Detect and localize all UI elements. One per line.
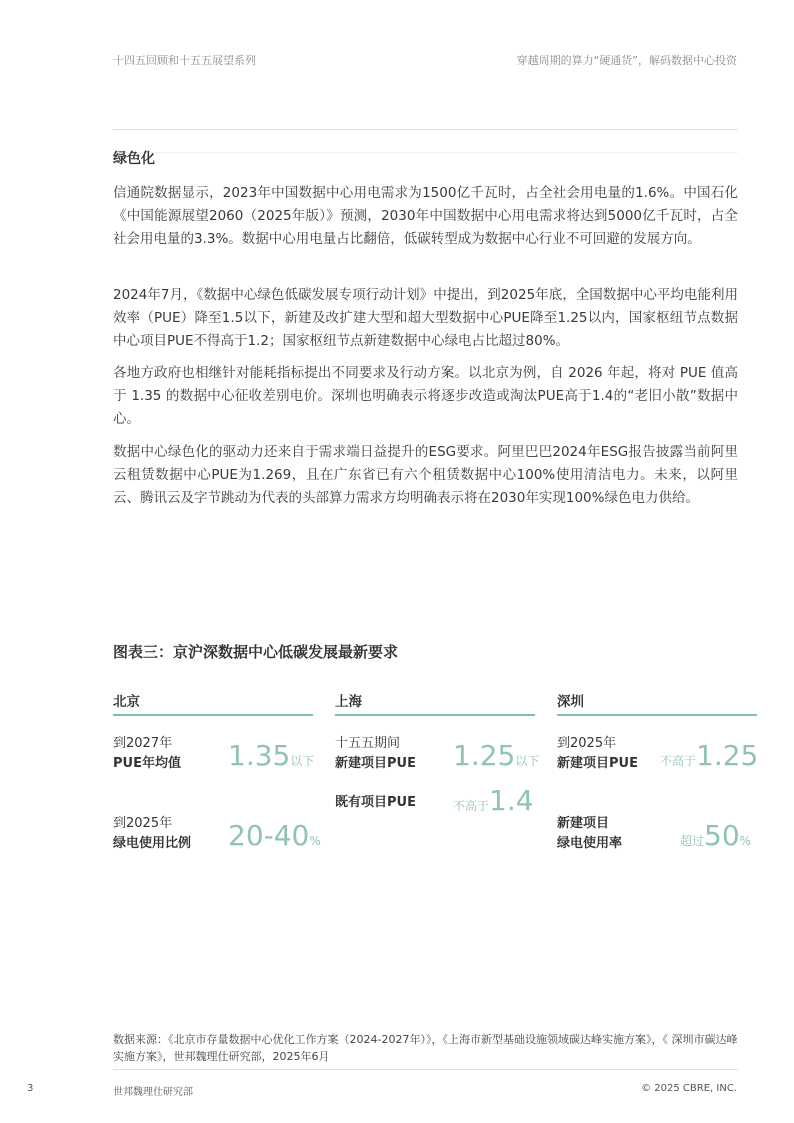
metric-prefix: 不高于 (660, 754, 697, 768)
metric-label-line: 新建项目 (557, 816, 610, 831)
figure-title: 图表三：京沪深数据中心低碳发展最新要求 (113, 643, 399, 661)
shanghai-column (335, 690, 535, 710)
metric-label-line: 到2025年 (557, 736, 617, 751)
city-underline (113, 714, 313, 716)
metric-suffix: 以下 (515, 754, 540, 768)
metric-value (453, 740, 539, 772)
metric-suffix: % (739, 834, 752, 848)
metric-label-line: 既有项目PUE (335, 795, 416, 810)
footer-divider (113, 1069, 738, 1070)
paragraph: 各地方政府也相继针对能耗指标提出不同要求及行动方案。以北京为例，自 2026 年起，将对 PUE 值高于 1.35 的数据中心征收差别电价。深圳也明确表示将逐步改造或淘汰PUE高于1.4的“老旧小散”数据中心。 (113, 365, 738, 427)
header-series-title: 十四五回顾和十五五展望系列 (113, 54, 256, 67)
paragraph: 2024年7月，《数据中心绿色低碳发展专项行动计划》中提出，到2025年底，全国数据中心平均电能利用效率（PUE）降至1.5以下，新建及改扩建大型和超大型数据中心PUE降至1.25以内，国家枢纽节点数据中心项目PUE不得高于1.2；国家枢纽节点新建数据中心绿电占比超过80%。 (113, 287, 738, 349)
shenzhen-column (557, 690, 757, 710)
metric-number: 20-40 (228, 819, 310, 852)
metric-number: 50 (704, 819, 740, 852)
divider (113, 152, 738, 153)
metric-prefix: 不高于 (453, 799, 490, 813)
metric-label-line: 到2025年 (113, 816, 173, 831)
metric-label (557, 734, 638, 774)
metric-label-line: PUE年均值 (113, 756, 181, 771)
footer-publisher: 世邦魏理仕研究部 (113, 1087, 193, 1098)
metric-label-line: 十五五期间 (335, 736, 401, 751)
city-underline (557, 714, 757, 716)
metric-label-line: 绿电使用比例 (113, 836, 192, 851)
metric-number: 1.25 (453, 739, 516, 772)
city-name: 北京 (113, 694, 140, 710)
paragraph: 信通院数据显示，2023年中国数据中心用电需求为1500亿千瓦时，占全社会用电量的1.6%。中国石化《中国能源展望2060（2025年版）》预测，2030年中国数据中心用电需求将达到5000亿千瓦时，占全社会用电量的3.3%。数据中心用电量占比翻倍，低碳转型成为数据中心行业不可回避的发展方向。 (113, 185, 738, 247)
metric-value (228, 820, 321, 852)
section-title: 绿色化 (113, 151, 155, 167)
metric-label (113, 814, 191, 854)
paragraph: 数据中心绿色化的驱动力还来自于需求端日益提升的ESG要求。阿里巴巴2024年ESG报告披露当前阿里云租赁数据中心PUE为1.269，且在广东省已有六个租赁数据中心100%使用清洁电力。未来，以阿里云、腾讯云及字节跳动为代表的头部算力需求方均明确表示将在2030年实现100%绿色电力供给。 (113, 444, 738, 506)
beijing-column (113, 690, 313, 710)
city-name: 深圳 (557, 694, 584, 710)
metric-label-line: 新建项目PUE (557, 756, 638, 771)
metric-value (228, 740, 314, 772)
metric-value (680, 820, 751, 852)
city-underline (335, 714, 535, 716)
metric-label (557, 814, 622, 854)
metric-number: 1.4 (489, 784, 534, 817)
metric-suffix: % (309, 834, 321, 848)
metric-label (335, 793, 416, 813)
metric-label (113, 734, 181, 774)
metric-value (453, 785, 534, 817)
metric-label-line: 新建项目PUE (335, 756, 416, 771)
header-report-title: 穿越周期的算力“硬通货”，解码数据中心投资 (516, 54, 737, 67)
metric-value (660, 740, 758, 772)
data-source-note: 数据来源：《北京市存量数据中心优化工作方案（2024-2027年）》，《上海市新型基础设施领域碳达峰实施方案》，《 深圳市碳达峰实施方案》，世邦魏理仕研究部，2025年6月 (113, 1033, 738, 1063)
metric-prefix: 超过 (680, 834, 705, 848)
metric-number: 1.35 (228, 739, 291, 772)
footer-copyright: © 2025 CBRE, INC. (641, 1083, 737, 1094)
metric-label-line: 绿电使用率 (557, 836, 623, 851)
page-number: 3 (27, 1083, 34, 1094)
metric-number: 1.25 (696, 739, 759, 772)
divider (113, 129, 738, 130)
metric-label (335, 734, 416, 774)
metric-suffix: 以下 (290, 754, 315, 768)
metric-label-line: 到2027年 (113, 736, 173, 751)
city-name: 上海 (335, 694, 362, 710)
